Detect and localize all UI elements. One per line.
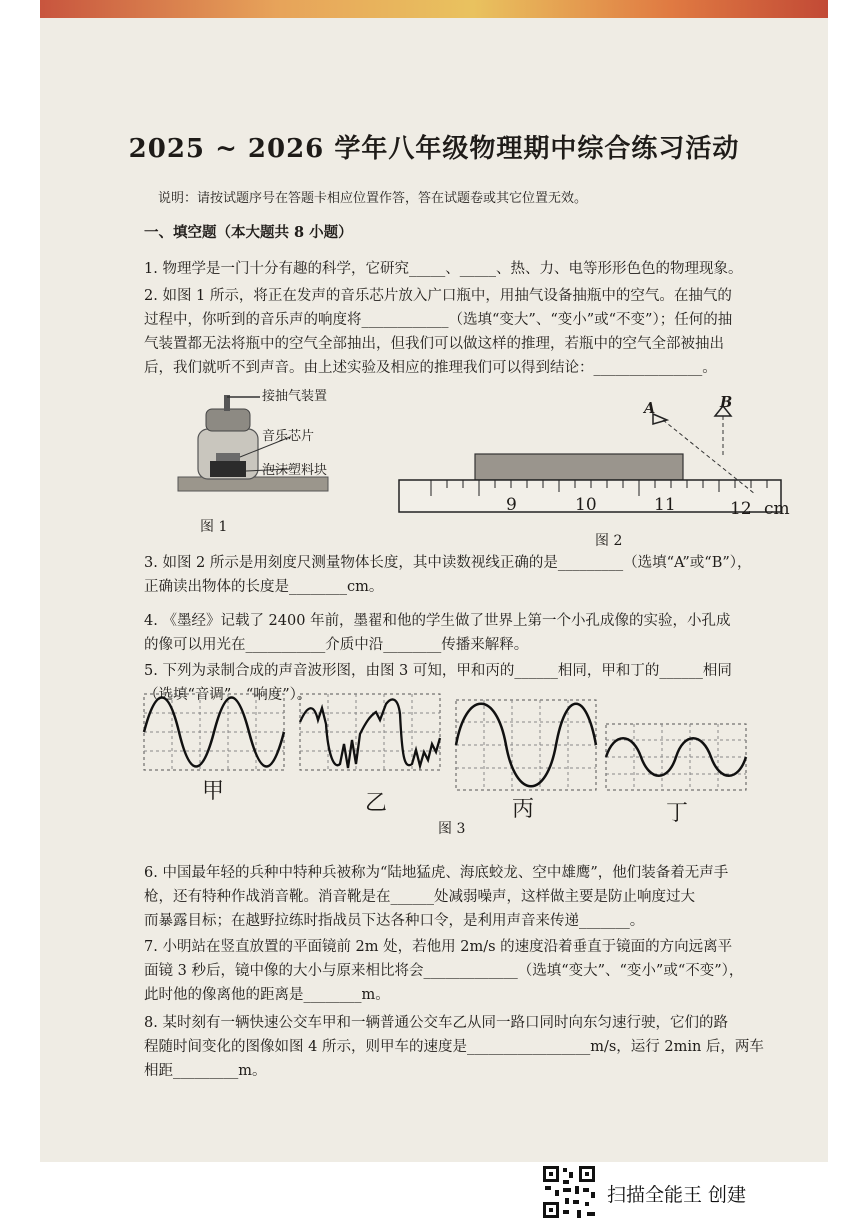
question-5-line: （选填“音调”、“响度”）。: [144, 687, 312, 703]
figure-3-caption: 图 3: [438, 821, 466, 837]
figure-2-label-a: A: [644, 400, 656, 417]
figure-1-label-chip: 音乐芯片: [262, 429, 315, 444]
waveform-label: 丙: [512, 797, 535, 822]
ruler-tick-label: 9: [506, 495, 517, 515]
instructions: 说明：请按试题序号在答题卡相应位置作答，答在试题卷或其它位置无效。: [158, 191, 588, 206]
question-6-line: 枪，还有特种作战消音靴。消音靴是在______处减弱噪声，这样做主要是防止响度过大: [144, 889, 695, 905]
waveform-ding: [606, 724, 746, 790]
figure-1-caption: 图 1: [200, 519, 228, 535]
scanner-app-label: 扫描全能王 创建: [607, 1184, 747, 1206]
qr-code-icon: [541, 1164, 597, 1220]
waveform-label: 乙: [365, 791, 388, 816]
waveform-jia: [144, 694, 284, 770]
question-2-line: 气装置都无法将瓶中的空气全部抽出，但我们可以做这样的推理，若瓶中的空气全部被抽出: [144, 336, 724, 352]
page-title: 2025 ~ 2026 学年八年级物理期中综合练习活动: [128, 134, 740, 164]
question-8-line: 相距_________m。: [144, 1063, 267, 1079]
exam-paper: [40, 0, 828, 1162]
waveform-bing: [456, 700, 596, 790]
figure-1-label-pump: 接抽气装置: [262, 389, 328, 404]
question-6-line: 6. 中国最年轻的兵种中特种兵被称为“陆地猛虎、海底蛟龙、空中雄鹰”，他们装备着无声手: [144, 865, 729, 881]
ruler-tick-label: 12: [730, 499, 752, 519]
waveform-yi: [300, 694, 440, 770]
question-6-line: 而暴露目标；在越野拉练时指战员下达各种口令，是利用声音来传递_______。: [144, 913, 645, 929]
question-5-line: 5. 下列为录制合成的声音波形图，由图 3 可知，甲和丙的______相同，甲和丁的______相同: [144, 663, 732, 679]
scanner-watermark: [541, 1164, 867, 1228]
question-2-line: 2. 如图 1 所示，将正在发声的音乐芯片放入广口瓶中，用抽气设备抽瓶中的空气。在抽气的: [144, 288, 732, 304]
question-2-line: 过程中，你听到的音乐声的响度将____________（选填“变大”、“变小”或“不变”）；任何的抽: [144, 312, 733, 328]
ruler-unit-label: cm: [764, 499, 790, 519]
question-7-line: 面镜 3 秒后，镜中像的大小与原来相比将会_____________（选填“变大”、“变小”或“不变”），: [144, 963, 744, 979]
figure-1-label-foam: 泡沫塑料块: [262, 463, 328, 478]
question-7-line: 7. 小明站在竖直放置的平面镜前 2m 处，若他用 2m/s 的速度沿着垂直于镜面的方向远离平: [144, 939, 733, 955]
figure-2-label-b: B: [720, 394, 733, 411]
question-8-line: 程随时间变化的图像如图 4 所示，则甲车的速度是_________________m/s，运行 2min 后，两车: [144, 1039, 764, 1055]
ruler-tick-label: 11: [654, 495, 676, 515]
question-3-line: 3. 如图 2 所示是用刻度尺测量物体长度，其中读数视线正确的是_________（选填“A”或“B”），: [144, 555, 752, 571]
waveform-label: 甲: [202, 779, 225, 804]
question-4-line: 4. 《墨经》记载了 2400 年前，墨翟和他的学生做了世界上第一个小孔成像的实验，小孔成: [144, 613, 731, 629]
section-heading: 一、填空题（本大题共 8 小题）: [144, 224, 353, 241]
question-1: 1. 物理学是一门十分有趣的科学，它研究_____、_____、热、力、电等形形色色的物理现象。: [144, 261, 743, 277]
question-8-line: 8. 某时刻有一辆快速公交车甲和一辆普通公交车乙从同一路口同时向东匀速行驶，它们的路: [144, 1015, 728, 1031]
ruler-tick-label: 10: [575, 495, 597, 515]
decorative-top-band: [40, 0, 828, 18]
question-2-line: 后，我们就听不到声音。由上述实验及相应的推理我们可以得到结论：_______________。: [144, 360, 717, 376]
question-3-line: 正确读出物体的长度是________cm。: [144, 579, 384, 595]
question-7-line: 此时他的像离他的距离是________m。: [144, 987, 390, 1003]
waveform-label: 丁: [666, 801, 689, 826]
figure-2-caption: 图 2: [595, 533, 623, 549]
question-4-line: 的像可以用光在___________介质中沿________传播来解释。: [144, 637, 529, 653]
